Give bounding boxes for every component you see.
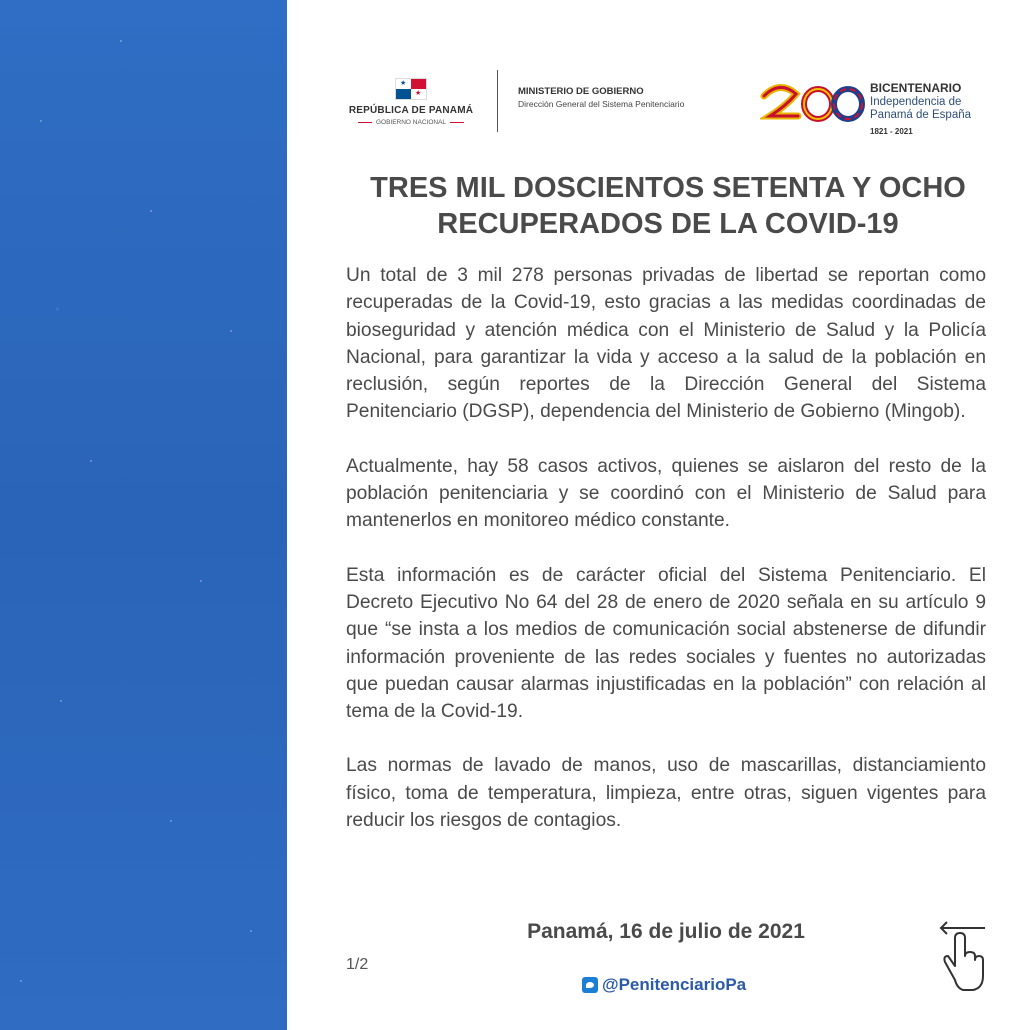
bicentenario-logo xyxy=(760,76,1000,136)
gobierno-label: GOBIERNO NACIONAL xyxy=(375,119,447,126)
speck xyxy=(150,210,152,212)
date-line: Panamá, 16 de julio de 2021 xyxy=(527,920,805,943)
speck xyxy=(60,700,62,702)
swipe-hand-icon[interactable] xyxy=(935,918,995,996)
twitter-handle-link[interactable] xyxy=(582,975,746,995)
republica-logo xyxy=(340,78,482,126)
headline-line2: RECUPERADOS DE LA COVID-19 xyxy=(437,208,899,240)
speck xyxy=(20,980,22,982)
twitter-handle: @PenitenciarioPa xyxy=(602,975,747,994)
page-number: 1/2 xyxy=(346,956,369,973)
bicentenario-line2: Panamá de España xyxy=(870,109,972,121)
speck xyxy=(250,930,252,932)
bicentenario-title: BICENTENARIO xyxy=(870,81,962,95)
speck xyxy=(40,120,42,122)
paragraph-3: Esta información es de carácter oficial del Sistema Penitenciario. El Decreto Ejecutivo No 64 del 28 de enero de 2020 señala en su artículo 9 que “se insta a los medios de comunicación social abstenerse de difundir información proveniente de las redes sociales y fuentes no autorizadas que puedan causar alarmas injustificadas en la población” con relación al tema de la Covid-19. xyxy=(346,564,986,723)
header xyxy=(340,70,1000,140)
paragraph-4: Las normas de lavado de manos, uso de mascarillas, distanciamiento físico, toma de temperatura, limpieza, entre otras, siguen vigentes para reducir los riesgos de contagios. xyxy=(346,755,986,832)
speck xyxy=(120,40,122,42)
body-text xyxy=(346,262,986,861)
ministerio-title: MINISTERIO DE GOBIERNO xyxy=(518,86,644,97)
speck xyxy=(200,580,202,582)
header-divider xyxy=(497,70,498,132)
republica-title: REPÚBLICA DE PANAMÁ xyxy=(348,105,474,116)
bicentenario-line1: Independencia de xyxy=(870,96,962,108)
gobierno-nacional xyxy=(340,119,482,126)
paragraph-2: Actualmente, hay 58 casos activos, quienes se aislaron del resto de la población penitenciaria y se coordinó con el Ministerio de Salud para mantenerlos en monitoreo médico constante. xyxy=(346,455,986,532)
speck xyxy=(90,460,92,462)
paragraph-1: Un total de 3 mil 278 personas privadas de libertad se reportan como recuperadas de la Covid-19, esto gracias a las medidas coordinadas de bioseguridad y atención médica con el Ministerio de Salud y la Policía Nacional, para garantizar la vida y acceso a la salud de la población en reclusión, según reportes de la Dirección General del Sistema Penitenciario (DGSP), dependencia del Ministerio de Gobierno (Mingob). xyxy=(346,265,986,423)
speck xyxy=(230,330,232,332)
bicentenario-logo-icon xyxy=(760,76,868,136)
blue-side-panel xyxy=(0,0,287,1030)
direccion-subtitle: Dirección General del Sistema Penitenciario xyxy=(518,99,685,109)
speck xyxy=(170,820,172,822)
headline xyxy=(330,170,1006,242)
bicentenario-years: 1821 - 2021 xyxy=(870,127,913,136)
ministerio-block xyxy=(518,86,684,109)
twitter-icon xyxy=(582,977,598,993)
headline-line1: TRES MIL DOSCIENTOS SETENTA Y OCHO xyxy=(370,172,966,204)
panama-flag-icon xyxy=(395,78,427,100)
